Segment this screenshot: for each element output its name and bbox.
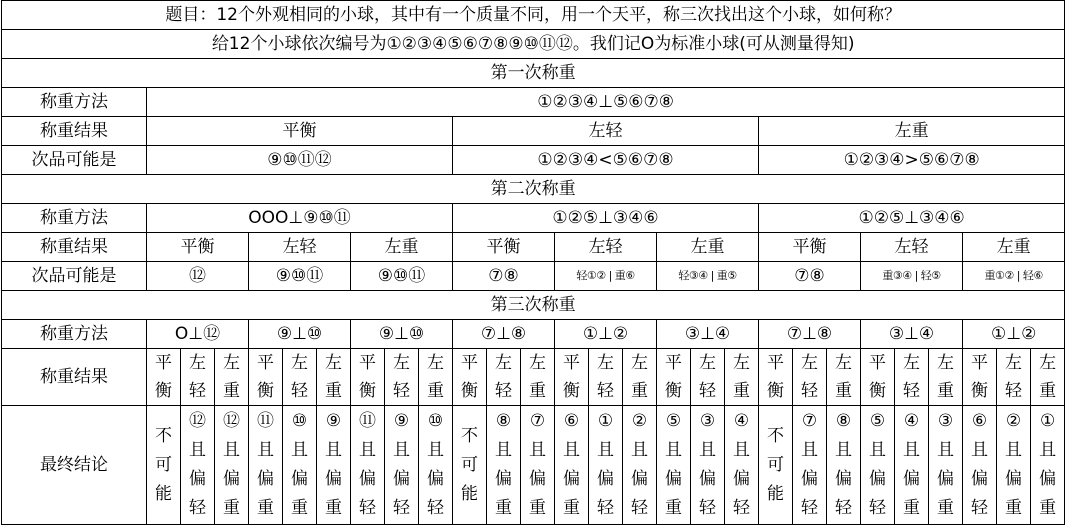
round3-result: 左 轻 bbox=[793, 349, 827, 406]
round3-method: ③⊥④ bbox=[657, 320, 759, 349]
round2-result: 平衡 bbox=[759, 233, 861, 262]
conclusion-text: 且 偏 轻 bbox=[597, 440, 614, 518]
final-conclusion bbox=[827, 406, 861, 525]
final-conclusion bbox=[317, 406, 351, 525]
round2-title: 第二次称重 bbox=[2, 175, 1065, 204]
round3-result: 左 重 bbox=[725, 349, 759, 406]
round2-candidate: 轻③④ | 重⑤ bbox=[657, 262, 759, 291]
conclusion-text: 且 偏 重 bbox=[1039, 440, 1057, 518]
conclusion-text: 且 偏 轻 bbox=[835, 440, 852, 518]
row-header-candidates: 次品可能是 bbox=[2, 146, 147, 175]
conclusion-text: 不 可 能 bbox=[155, 425, 172, 504]
conclusion-ball: ⑦ bbox=[801, 411, 818, 431]
round3-result: 左 轻 bbox=[283, 349, 317, 406]
conclusion-text: 且 偏 轻 bbox=[427, 440, 444, 518]
round3-method: ①⊥② bbox=[555, 320, 657, 349]
final-conclusion bbox=[555, 406, 589, 525]
round3-result: 左 重 bbox=[215, 349, 249, 406]
final-conclusion bbox=[691, 406, 725, 525]
final-conclusion bbox=[249, 406, 283, 525]
final-conclusion bbox=[283, 406, 317, 525]
final-conclusion bbox=[487, 406, 521, 525]
round3-result: 左 轻 bbox=[691, 349, 725, 406]
row-header-method: 称重方法 bbox=[2, 88, 147, 117]
conclusion-ball: ⑩ bbox=[427, 411, 444, 431]
row-header-candidates: 次品可能是 bbox=[2, 262, 147, 291]
round3-result: 左 轻 bbox=[997, 349, 1031, 406]
final-conclusion bbox=[861, 406, 895, 525]
round3-result: 平 衡 bbox=[657, 349, 691, 406]
round2-result: 平衡 bbox=[453, 233, 555, 262]
round3-method: ⑦⊥⑧ bbox=[759, 320, 861, 349]
round1-method: ①②③④⊥⑤⑥⑦⑧ bbox=[147, 88, 1065, 117]
conclusion-text: 且 偏 轻 bbox=[189, 440, 206, 518]
round1-candidate: ①②③④<⑤⑥⑦⑧ bbox=[453, 146, 759, 175]
round3-method: O⊥⑫ bbox=[147, 320, 249, 349]
conclusion-text: 且 偏 重 bbox=[937, 440, 954, 518]
conclusion-text: 且 偏 重 bbox=[529, 440, 546, 518]
round3-result: 左 轻 bbox=[895, 349, 929, 406]
conclusion-ball: ⑨ bbox=[393, 411, 410, 431]
round3-method: ③⊥④ bbox=[861, 320, 963, 349]
round2-method: ①②⑤⊥③④⑥ bbox=[453, 204, 759, 233]
conclusion-ball: ③ bbox=[937, 411, 954, 431]
final-conclusion bbox=[759, 406, 793, 525]
final-conclusion bbox=[147, 406, 181, 525]
final-conclusion bbox=[997, 406, 1031, 525]
round3-result: 左 重 bbox=[1031, 349, 1065, 406]
conclusion-text: 且 偏 重 bbox=[665, 440, 682, 518]
puzzle-title: 题目：12个外观相同的小球，其中有一个质量不同，用一个天平，称三次找出这个小球，如何称？ bbox=[2, 1, 1065, 30]
round2-candidate: 轻①② | 重⑥ bbox=[555, 262, 657, 291]
final-conclusion bbox=[725, 406, 759, 525]
conclusion-text: 且 偏 重 bbox=[563, 440, 580, 518]
round3-method: ⑦⊥⑧ bbox=[453, 320, 555, 349]
round1-result: 左轻 bbox=[453, 117, 759, 146]
round2-result: 左轻 bbox=[249, 233, 351, 262]
round2-candidate: 重③④ | 轻⑤ bbox=[861, 262, 963, 291]
conclusion-ball: ⑧ bbox=[835, 411, 852, 431]
conclusion-ball: ④ bbox=[903, 411, 920, 431]
conclusion-ball: ② bbox=[1005, 411, 1022, 431]
round3-result: 左 轻 bbox=[487, 349, 521, 406]
round2-candidate: ⑫ bbox=[147, 262, 249, 291]
round3-result: 平 衡 bbox=[351, 349, 385, 406]
conclusion-text: 且 偏 重 bbox=[325, 440, 342, 518]
round2-result: 左轻 bbox=[861, 233, 963, 262]
final-conclusion bbox=[623, 406, 657, 525]
round3-result: 平 衡 bbox=[249, 349, 283, 406]
round3-result: 左 重 bbox=[521, 349, 555, 406]
final-conclusion bbox=[521, 406, 555, 525]
conclusion-ball: ⑨ bbox=[325, 411, 342, 431]
round3-result: 平 衡 bbox=[147, 349, 181, 406]
round3-method: ⑨⊥⑩ bbox=[249, 320, 351, 349]
row-header-method: 称重方法 bbox=[2, 320, 147, 349]
final-conclusion bbox=[657, 406, 691, 525]
conclusion-ball: ⑪ bbox=[359, 411, 376, 431]
conclusion-text: 且 偏 轻 bbox=[359, 440, 376, 518]
conclusion-text: 且 偏 轻 bbox=[699, 440, 716, 518]
conclusion-ball: ⑫ bbox=[223, 411, 240, 431]
round3-result: 平 衡 bbox=[963, 349, 997, 406]
round1-title: 第一次称重 bbox=[2, 59, 1065, 88]
final-conclusion bbox=[895, 406, 929, 525]
round3-method: ⑨⊥⑩ bbox=[351, 320, 453, 349]
row-header-result: 称重结果 bbox=[2, 117, 147, 146]
round3-result: 左 轻 bbox=[385, 349, 419, 406]
conclusion-ball: ① bbox=[1040, 411, 1056, 431]
conclusion-ball: ⑥ bbox=[971, 411, 988, 431]
round3-result: 平 衡 bbox=[555, 349, 589, 406]
round2-candidate: ⑨⑩⑪ bbox=[351, 262, 453, 291]
round2-result: 左重 bbox=[963, 233, 1065, 262]
conclusion-text: 且 偏 重 bbox=[1005, 440, 1022, 518]
conclusion-ball: ⑧ bbox=[495, 411, 512, 431]
final-conclusion bbox=[793, 406, 827, 525]
conclusion-text: 且 偏 轻 bbox=[971, 440, 988, 518]
round2-method: ①②⑤⊥③④⑥ bbox=[759, 204, 1065, 233]
final-conclusion bbox=[215, 406, 249, 525]
conclusion-text: 且 偏 轻 bbox=[801, 440, 818, 518]
final-conclusion bbox=[929, 406, 963, 525]
round3-result: 左 轻 bbox=[181, 349, 215, 406]
conclusion-ball: ⑤ bbox=[869, 411, 886, 431]
conclusion-ball: ③ bbox=[699, 411, 716, 431]
final-conclusion bbox=[963, 406, 997, 525]
conclusion-ball: ⑩ bbox=[291, 411, 308, 431]
round3-result: 左 重 bbox=[623, 349, 657, 406]
round3-result: 左 重 bbox=[419, 349, 453, 406]
round3-result: 左 重 bbox=[317, 349, 351, 406]
round1-candidate: ①②③④>⑤⑥⑦⑧ bbox=[759, 146, 1065, 175]
row-header-method: 称重方法 bbox=[2, 204, 147, 233]
conclusion-text: 且 偏 重 bbox=[223, 440, 240, 518]
conclusion-text: 且 偏 轻 bbox=[393, 440, 410, 518]
conclusion-text: 且 偏 重 bbox=[903, 440, 920, 518]
conclusion-text: 且 偏 重 bbox=[257, 440, 274, 518]
round2-candidate: ⑦⑧ bbox=[453, 262, 555, 291]
final-conclusion bbox=[351, 406, 385, 525]
final-conclusion bbox=[181, 406, 215, 525]
final-conclusion bbox=[419, 406, 453, 525]
conclusion-ball: ⑪ bbox=[257, 411, 274, 431]
conclusion-ball: ④ bbox=[733, 411, 750, 431]
round3-result: 平 衡 bbox=[453, 349, 487, 406]
round3-title: 第三次称重 bbox=[2, 291, 1065, 320]
final-conclusion bbox=[589, 406, 623, 525]
conclusion-text: 且 偏 轻 bbox=[631, 440, 648, 518]
row-header-final: 最终结论 bbox=[2, 406, 147, 525]
conclusion-text: 且 偏 重 bbox=[291, 440, 308, 518]
conclusion-text: 且 偏 轻 bbox=[733, 440, 750, 518]
round3-result: 左 轻 bbox=[589, 349, 623, 406]
conclusion-ball: ⑫ bbox=[189, 411, 206, 431]
conclusion-ball: ② bbox=[631, 411, 648, 431]
round3-result: 平 衡 bbox=[759, 349, 793, 406]
puzzle-intro: 给12个小球依次编号为①②③④⑤⑥⑦⑧⑨⑩⑪⑫。我们记O为标准小球(可从测量得知) bbox=[2, 30, 1065, 59]
conclusion-ball: ⑥ bbox=[563, 411, 580, 431]
round3-result: 左 重 bbox=[827, 349, 861, 406]
round2-result: 左重 bbox=[351, 233, 453, 262]
weighing-puzzle-table bbox=[1, 0, 1065, 525]
round2-result: 平衡 bbox=[147, 233, 249, 262]
final-conclusion bbox=[1031, 406, 1065, 525]
round2-result: 左轻 bbox=[555, 233, 657, 262]
round1-result: 左重 bbox=[759, 117, 1065, 146]
conclusion-text: 且 偏 轻 bbox=[869, 440, 886, 518]
round1-candidate: ⑨⑩⑪⑫ bbox=[147, 146, 453, 175]
round2-candidate: ⑦⑧ bbox=[759, 262, 861, 291]
round1-result: 平衡 bbox=[147, 117, 453, 146]
row-header-result: 称重结果 bbox=[2, 349, 147, 406]
conclusion-text: 且 偏 重 bbox=[495, 440, 512, 518]
conclusion-ball: ⑤ bbox=[665, 411, 682, 431]
conclusion-text: 不 可 能 bbox=[461, 425, 478, 504]
round3-result: 平 衡 bbox=[861, 349, 895, 406]
conclusion-text: 不 可 能 bbox=[767, 425, 784, 504]
round2-result: 左重 bbox=[657, 233, 759, 262]
conclusion-ball: ① bbox=[597, 411, 614, 431]
round3-result: 左 重 bbox=[929, 349, 963, 406]
row-header-result: 称重结果 bbox=[2, 233, 147, 262]
round3-method: ①⊥② bbox=[963, 320, 1065, 349]
conclusion-ball: ⑦ bbox=[529, 411, 546, 431]
final-conclusion bbox=[453, 406, 487, 525]
final-conclusion bbox=[385, 406, 419, 525]
round2-candidate: 重①② | 轻⑥ bbox=[963, 262, 1065, 291]
round2-method: OOO⊥⑨⑩⑪ bbox=[147, 204, 453, 233]
round2-candidate: ⑨⑩⑪ bbox=[249, 262, 351, 291]
